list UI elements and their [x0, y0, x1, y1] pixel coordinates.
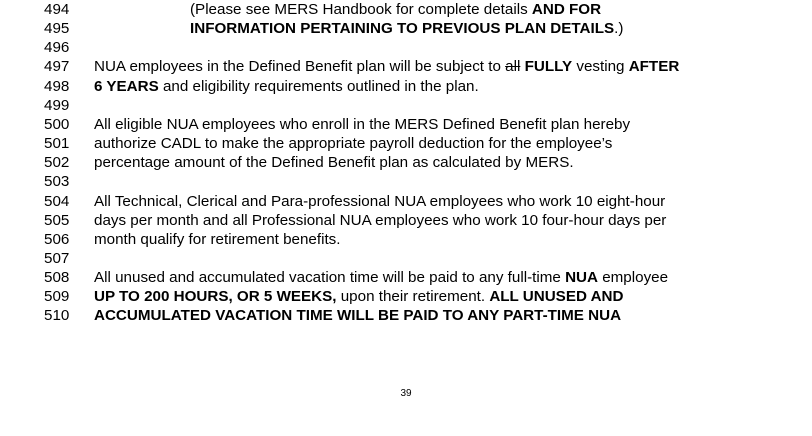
line-number: 507 [44, 249, 70, 267]
bold-text: ACCUMULATED VACATION TIME WILL BE PAID TO ANY PART-TIME NUA [94, 307, 622, 325]
line-number: 501 [44, 135, 70, 153]
text-run: All eligible NUA employees who enroll in the MERS Defined Benefit plan hereby [94, 115, 631, 133]
page-number: 39 [400, 388, 412, 399]
line-text [94, 77, 479, 96]
line-text [94, 57, 679, 76]
line-text [94, 192, 665, 211]
document-line [0, 192, 812, 211]
struck-text: all [505, 58, 521, 76]
text-run: All Technical, Clerical and Para-professional NUA employees who work 10 eight-hour [94, 192, 666, 210]
line-number: 497 [44, 58, 70, 76]
document-line [0, 306, 812, 325]
bold-text: 6 YEARS [94, 77, 159, 95]
text-run: days per month and all Professional NUA employees who work 10 four-hour days per [94, 211, 667, 229]
document-line [0, 38, 812, 57]
text-run: upon their retirement. [336, 288, 490, 306]
text-run: vesting [572, 58, 629, 76]
document-line [0, 19, 812, 38]
document-line [0, 0, 812, 19]
line-number: 502 [44, 154, 70, 172]
line-text [190, 19, 623, 38]
line-number: 509 [44, 288, 70, 306]
line-text [190, 0, 601, 19]
line-text [94, 306, 621, 325]
line-number: 499 [44, 96, 70, 114]
line-number: 498 [44, 77, 70, 95]
text-run: .) [614, 20, 624, 38]
bold-text: UP TO 200 HOURS, OR 5 WEEKS, [94, 288, 337, 306]
line-text [94, 115, 630, 134]
bold-text: FULLY [524, 58, 573, 76]
line-number: 500 [44, 115, 70, 133]
document-line [0, 134, 812, 153]
text-run: NUA employees in the Defined Benefit plan will be subject to [94, 58, 506, 76]
document-line [0, 268, 812, 287]
line-number: 508 [44, 269, 70, 287]
line-number: 504 [44, 192, 70, 210]
document-line [0, 172, 812, 191]
line-number: 505 [44, 211, 70, 229]
document-line [0, 57, 812, 76]
text-run: month qualify for retirement benefits. [94, 230, 341, 248]
bold-text: AFTER [628, 58, 680, 76]
line-number: 494 [44, 1, 70, 18]
text-run: All unused and accumulated vacation time will be paid to any full-time [94, 269, 566, 287]
line-text [94, 230, 341, 249]
document-line [0, 211, 812, 230]
line-text [94, 211, 666, 230]
line-number: 496 [44, 39, 70, 57]
line-number: 506 [44, 230, 70, 248]
document-line [0, 249, 812, 268]
document-line [0, 77, 812, 96]
bold-text: ALL UNUSED AND [489, 288, 624, 306]
line-number: 495 [44, 20, 70, 38]
line-text [94, 134, 612, 153]
text-run: and eligibility requirements outlined in the plan. [158, 77, 479, 95]
text-run: percentage amount of the Defined Benefit plan as calculated by MERS. [94, 154, 574, 172]
line-text [94, 287, 623, 306]
bold-text: INFORMATION PERTAINING TO PREVIOUS PLAN DETAILS [190, 20, 615, 38]
line-text [94, 153, 574, 172]
line-text [94, 268, 668, 287]
text-run: authorize CADL to make the appropriate payroll deduction for the employee’s [94, 135, 613, 153]
document-line [0, 287, 812, 306]
line-number: 503 [44, 173, 70, 191]
text-run: (Please see MERS Handbook for complete details [190, 1, 532, 18]
document-line [0, 153, 812, 172]
bold-text: AND FOR [531, 1, 602, 18]
bold-text: NUA [565, 269, 598, 287]
document-line [0, 96, 812, 115]
line-number: 510 [44, 307, 70, 325]
text-run: employee [597, 269, 669, 287]
document-line [0, 115, 812, 134]
document-line [0, 230, 812, 249]
